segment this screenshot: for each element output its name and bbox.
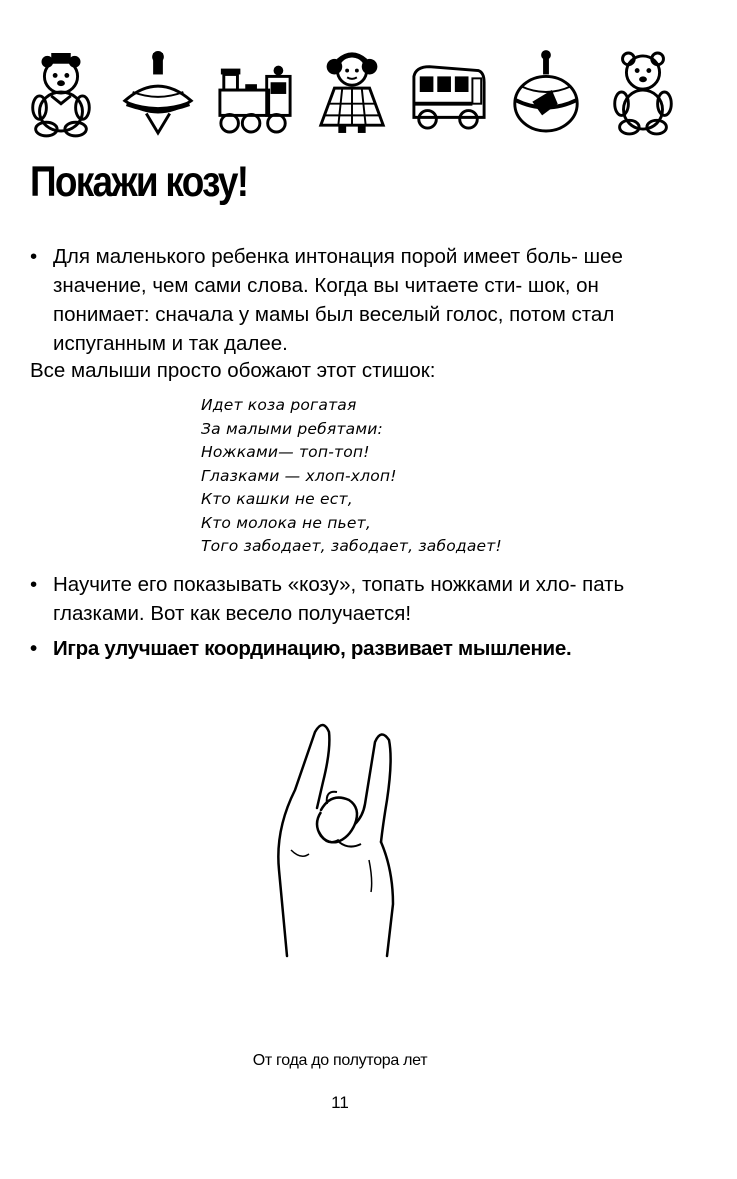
poem-line: Глазками — хлоп-хлоп! <box>201 466 397 485</box>
toy-train-icon <box>216 46 294 138</box>
spinning-top-globe-icon <box>507 46 585 138</box>
poem-line: Кто кашки не ест, <box>201 490 353 508</box>
bullet-teach-goat: • Научите его показывать «козу», топать ножками и хло- пать глазками. Вот как весело получается! <box>30 570 680 628</box>
page-title: Покажи козу! <box>30 158 248 206</box>
spinning-top-icon <box>119 46 197 138</box>
bullet-benefit: • Игра улучшает координацию, развивает мышление. <box>30 634 680 663</box>
running-footer <box>0 1052 680 1070</box>
poem <box>201 394 502 559</box>
footer-text: От года до полутора лет <box>252 1052 428 1069</box>
bullet-list-bottom <box>30 570 680 669</box>
toy-bus-icon <box>410 46 488 138</box>
teddy-bear-icon <box>604 46 682 138</box>
bullet-intonation: • Для маленького ребенка интонация порой имеет боль- шее значение, чем сами слова. Когда вы читаете сти- шок, он понимает: сначала у мамы был веселый голос, потом стал испуганным и так далее. <box>30 242 680 358</box>
bullet-list-top <box>30 242 680 364</box>
doll-icon <box>313 46 391 138</box>
poem-line: За малыми ребятами: <box>201 419 383 438</box>
toy-header-strip <box>22 42 682 138</box>
poem-intro: Все малыши просто обожают этот стишок: <box>30 359 436 382</box>
poem-line: Идет коза рогатая <box>201 396 357 414</box>
teddy-bear-hat-icon <box>22 46 100 138</box>
page-number: 11 <box>331 1093 349 1112</box>
hand-goat-gesture-icon <box>265 720 415 960</box>
poem-line: Кто молока не пьет, <box>201 513 371 532</box>
poem-line: Того забодает, забодает, забодает! <box>201 537 502 555</box>
poem-line: Ножками— топ-топ! <box>201 443 370 461</box>
